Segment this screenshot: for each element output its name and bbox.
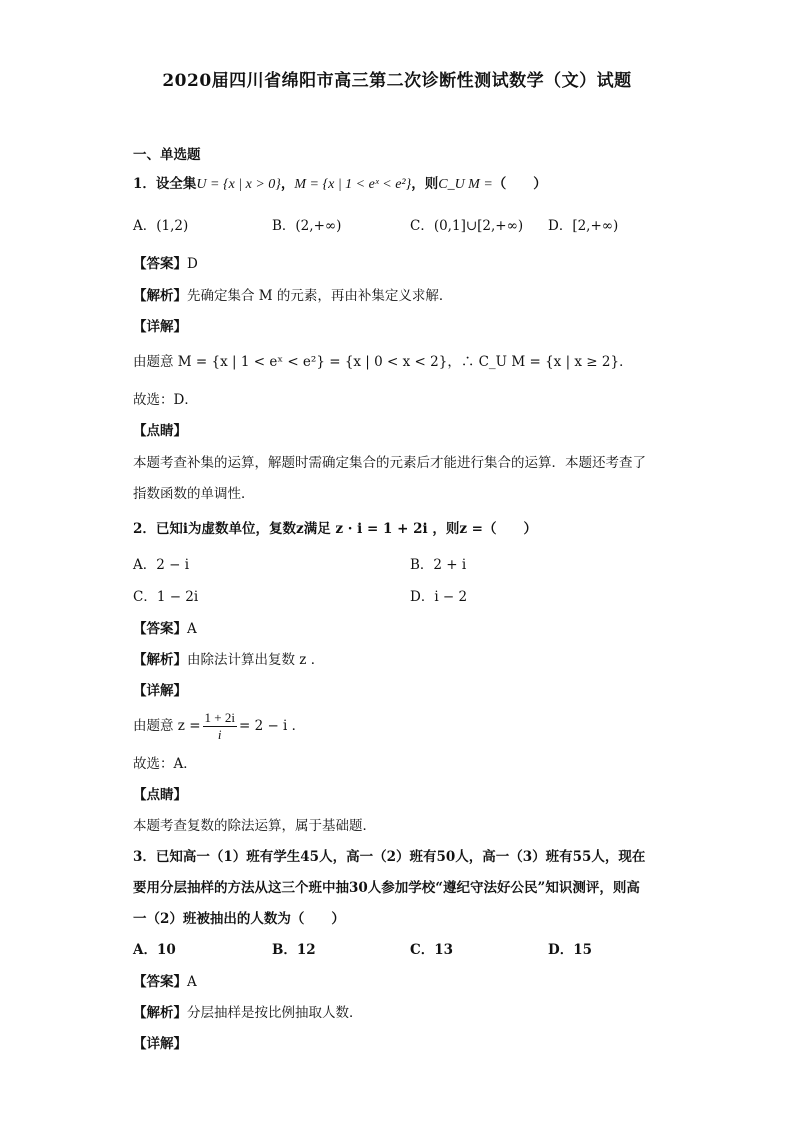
- q2-analysis: [133, 650, 324, 670]
- q1-answer: [133, 254, 198, 274]
- q1-answer-label: 【答案】: [133, 256, 187, 272]
- q2-fraction: [203, 710, 237, 743]
- q1-set-m: M = {x | 1 < eˣ < e²}: [294, 177, 412, 192]
- q1-option-b: B．(2,+∞): [272, 218, 342, 234]
- q2-option-a: A．2 − i: [133, 557, 190, 573]
- q1-analysis: [133, 286, 452, 306]
- q3-option-d: D．15: [548, 942, 592, 958]
- q2-detail-text: [133, 708, 305, 744]
- q1-complement: C_U M =: [438, 177, 493, 192]
- q1-comment-label: 【点睛】: [133, 423, 187, 439]
- q3-stem-line-3: 一（2）班被抽出的人数为（ ）: [133, 911, 345, 927]
- page-title: 2020届四川省绵阳市高三第二次诊断性测试数学（文）试题: [162, 71, 632, 91]
- q1-stem: 1．设全集U = {x | x > 0}，M = {x | 1 < eˣ < e²}，则C_U M =（ ）: [133, 176, 547, 192]
- q2-conclusion: 故选：A．: [133, 756, 197, 772]
- q2-fraction-numerator: 1 + 2i: [204, 710, 235, 725]
- q2-stem: 2．已知i为虚数单位，复数z满足 z · i = 1 + 2i ，则z =（ ）: [133, 521, 537, 537]
- q1-detail-text: 由题意 M = {x | 1 < eˣ < e²} = {x | 0 < x < 2}，∴ C_U M = {x | x ≥ 2}．: [133, 354, 633, 370]
- q2-detail-suffix: = 2 − i ．: [238, 718, 306, 734]
- q2-detail-label: 【详解】: [133, 683, 187, 699]
- q3-option-b: B．12: [272, 942, 316, 958]
- q3-answer-value: A: [187, 974, 197, 990]
- q1-option-c: C．(0,1]∪[2,+∞): [410, 218, 524, 234]
- q1-comment-line-2: 指数函数的单调性．: [133, 486, 255, 502]
- q3-detail-label: 【详解】: [133, 1036, 187, 1052]
- q2-option-b: B．2 + i: [410, 557, 467, 573]
- q3-option-a: A．10: [133, 942, 176, 958]
- q1-analysis-text: 先确定集合 M 的元素，再由补集定义求解．: [187, 288, 453, 304]
- q1-option-a: A．(1,2): [133, 218, 189, 234]
- q3-analysis: [133, 1003, 363, 1023]
- q2-option-c: C．1 − 2i: [133, 589, 199, 605]
- q1-detail-label: 【详解】: [133, 319, 187, 335]
- q2-comment-label: 【点睛】: [133, 787, 187, 803]
- q1-option-d: D．[2,+∞): [548, 218, 619, 234]
- q1-analysis-label: 【解析】: [133, 288, 187, 304]
- q3-stem-line-1: 3．已知高一（1）班有学生45人，高一（2）班有50人，高一（3）班有55人，现在: [133, 849, 646, 865]
- q1-stem-prefix: 1．设全集: [133, 176, 197, 192]
- q3-answer: [133, 972, 197, 992]
- q2-answer-value: A: [187, 621, 197, 637]
- q2-answer-label: 【答案】: [133, 621, 187, 637]
- q2-answer: [133, 619, 197, 639]
- section-heading: 一、单选题: [133, 147, 201, 163]
- q3-analysis-label: 【解析】: [133, 1005, 187, 1021]
- q3-analysis-text: 分层抽样是按比例抽取人数．: [187, 1005, 363, 1021]
- q1-answer-value: D: [187, 256, 198, 272]
- q1-stem-suffix: ，则: [411, 176, 439, 192]
- q1-comment-line-1: 本题考查补集的运算，解题时需确定集合的元素后才能进行集合的运算．本题还考查了: [133, 455, 646, 471]
- q2-option-d: D．i − 2: [410, 589, 468, 605]
- q2-comment-text: 本题考查复数的除法运算，属于基础题．: [133, 818, 376, 834]
- q2-analysis-label: 【解析】: [133, 652, 187, 668]
- q2-detail-prefix: 由题意 z =: [133, 718, 201, 734]
- q1-conclusion: 故选：D．: [133, 392, 198, 408]
- q3-answer-label: 【答案】: [133, 974, 187, 990]
- q1-paren: （ ）: [492, 176, 547, 192]
- q2-analysis-text: 由除法计算出复数 z ．: [187, 652, 325, 668]
- q3-stem-line-2: 要用分层抽样的方法从这三个班中抽30人参加学校“遵纪守法好公民”知识测评，则高: [133, 880, 640, 896]
- q3-option-c: C．13: [410, 942, 454, 958]
- q2-fraction-denominator: i: [217, 727, 222, 742]
- q1-set-u: U = {x | x > 0}: [196, 177, 281, 192]
